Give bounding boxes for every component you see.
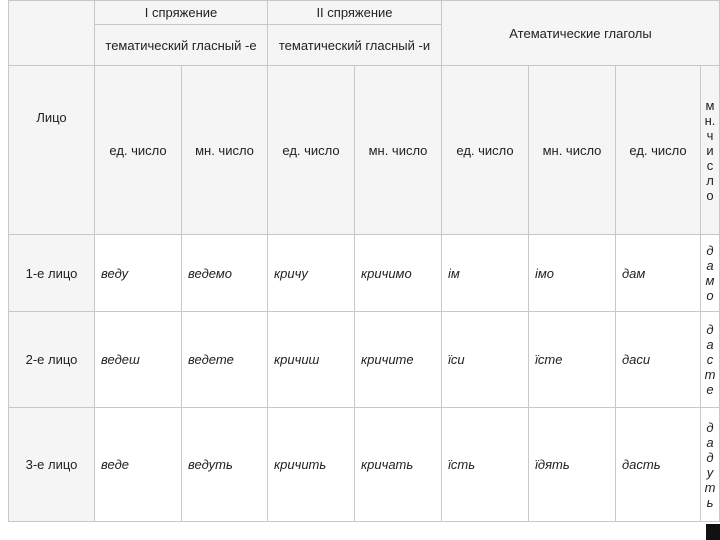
verb-form: ведете: [181, 311, 268, 408]
person-label: 1-е лицо: [8, 234, 95, 312]
verb-form: їси: [441, 311, 529, 408]
verb-form: кричать: [354, 407, 442, 522]
number-header: ед. число: [267, 65, 355, 235]
person-label: 3-е лицо: [8, 407, 95, 522]
verb-form: даси: [615, 311, 701, 408]
verb-form: дамо: [700, 234, 720, 312]
number-header: ед. число: [441, 65, 529, 235]
athematic-header: Атематические глаголы: [441, 0, 720, 66]
verb-form: дасть: [615, 407, 701, 522]
verb-form: ведемо: [181, 234, 268, 312]
verb-form: кричу: [267, 234, 355, 312]
verb-form: дасте: [700, 311, 720, 408]
verb-form: дам: [615, 234, 701, 312]
conj1-header: I спряжение: [94, 0, 268, 25]
verb-form: імо: [528, 234, 616, 312]
verb-form: дадуть: [700, 407, 720, 522]
verb-form: ім: [441, 234, 529, 312]
verb-form: веде: [94, 407, 182, 522]
number-header: мн. число: [354, 65, 442, 235]
corner-cell: [8, 0, 95, 66]
number-header: мн. число: [700, 65, 720, 235]
verb-form: кричить: [267, 407, 355, 522]
verb-form: їсте: [528, 311, 616, 408]
verb-form: кричите: [354, 311, 442, 408]
verb-form: кричиш: [267, 311, 355, 408]
verb-form: їсть: [441, 407, 529, 522]
person-label: 2-е лицо: [8, 311, 95, 408]
number-header: ед. число: [615, 65, 701, 235]
theme2-header: тематический гласный -и: [267, 24, 442, 66]
number-header: ед. число: [94, 65, 182, 235]
person-header: [8, 65, 95, 235]
corner-mark: [706, 524, 720, 540]
verb-form: їдять: [528, 407, 616, 522]
number-header: мн. число: [181, 65, 268, 235]
conj2-header: II спряжение: [267, 0, 442, 25]
verb-form: кричимо: [354, 234, 442, 312]
number-header: мн. число: [528, 65, 616, 235]
verb-form: веду: [94, 234, 182, 312]
verb-form: ведуть: [181, 407, 268, 522]
theme1-header: тематический гласный -е: [94, 24, 268, 66]
verb-form: ведеш: [94, 311, 182, 408]
person-header-label: Лицо: [36, 110, 67, 125]
